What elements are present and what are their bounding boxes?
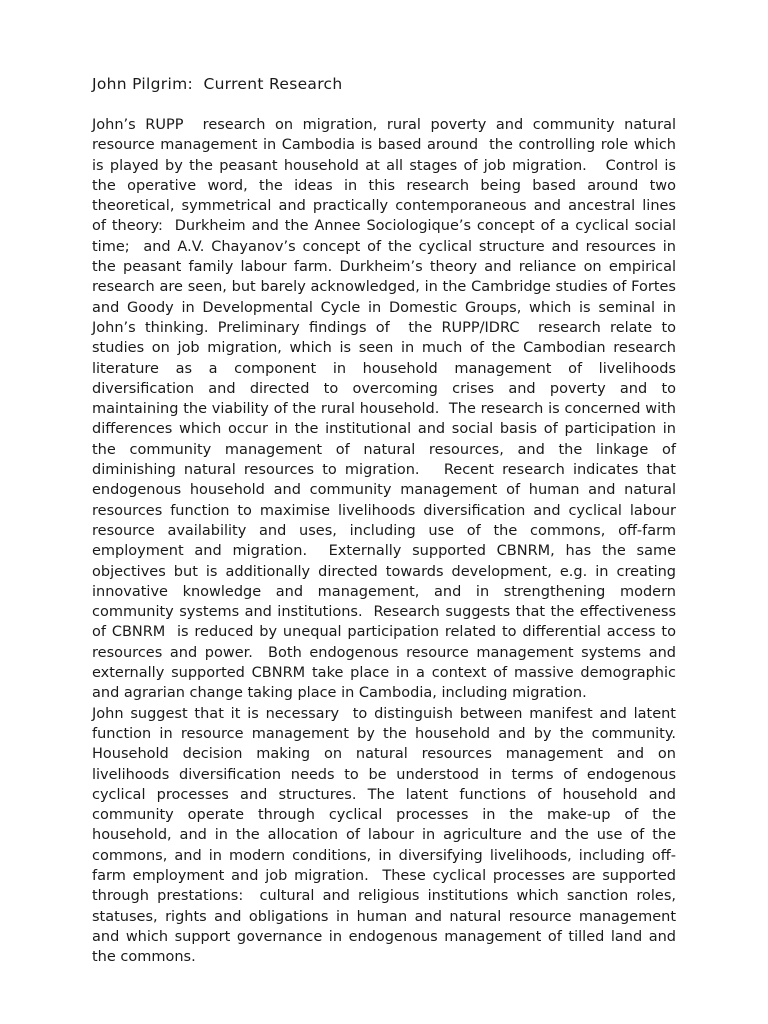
paragraph-manifest-latent-function: John suggest that it is necessary to distinguish between manifest and latent function in resource management by the household and by the community. Household decision making on natural resources management and on livelihoods diversification needs to be understood in terms of endogenous cyclical processes and structures. The latent functions of household and community operate through cyclical processes in the make-up of the household, and in the allocation of labour in agriculture and the use of the commons, and in modern conditions, in diversifying livelihoods, including off-farm employment and job migration. These cyclical processes are supported through prestations: cultural and religious institutions which sanction roles, statuses, rights and obligations in human and natural resource management and which support governance in endogenous management of tilled land and the commons. bbox=[92, 705, 681, 966]
document-title: John Pilgrim: Current Research bbox=[92, 75, 343, 93]
document-body bbox=[92, 115, 681, 967]
paragraph-research-overview: John’s RUPP research on migration, rural poverty and community natural resource management in Cambodia is based around the controlling role which is played by the peasant household at all stages of job migration. Control is the operative word, the ideas in this research being based around two theoretical, symmetrical and practically contemporaneous and ancestral lines of theory: Durkheim and the Annee Sociologique’s concept of a cyclical social time; and A.V. Chayanov’s concept of the cyclical structure and resources in the peasant family labour farm. Durkheim’s theory and reliance on empirical research are seen, but barely acknowledged, in the Cambridge studies of Fortes and Goody in Developmental Cycle in Domestic Groups, which is seminal in John’s thinking. Preliminary findings of the RUPP/IDRC research relate to studies on job migration, which is seen in much of the Cambodian research literature as a component in household management of livelihoods diversification and directed to overcoming crises and poverty and to maintaining the viability of the rural household. The research is concerned with differences which occur in the institutional and social basis of participation in the community management of natural resources, and the linkage of diminishing natural resources to migration. Recent research indicates that endogenous household and community management of human and natural resources function to maximise livelihoods diversification and cyclical labour resource availability and uses, including use of the commons, off-farm employment and migration. Externally supported CBNRM, has the same objectives but is additionally directed towards development, e.g. in creating innovative knowledge and management, and in strengthening modern community systems and institutions. Research suggests that the effectiveness of CBNRM is reduced by unequal participation related to differential access to resources and power. Both endogenous resource management systems and externally supported CBNRM take place in a context of massive demographic and agrarian change taking place in Cambodia, including migration. bbox=[92, 117, 681, 702]
